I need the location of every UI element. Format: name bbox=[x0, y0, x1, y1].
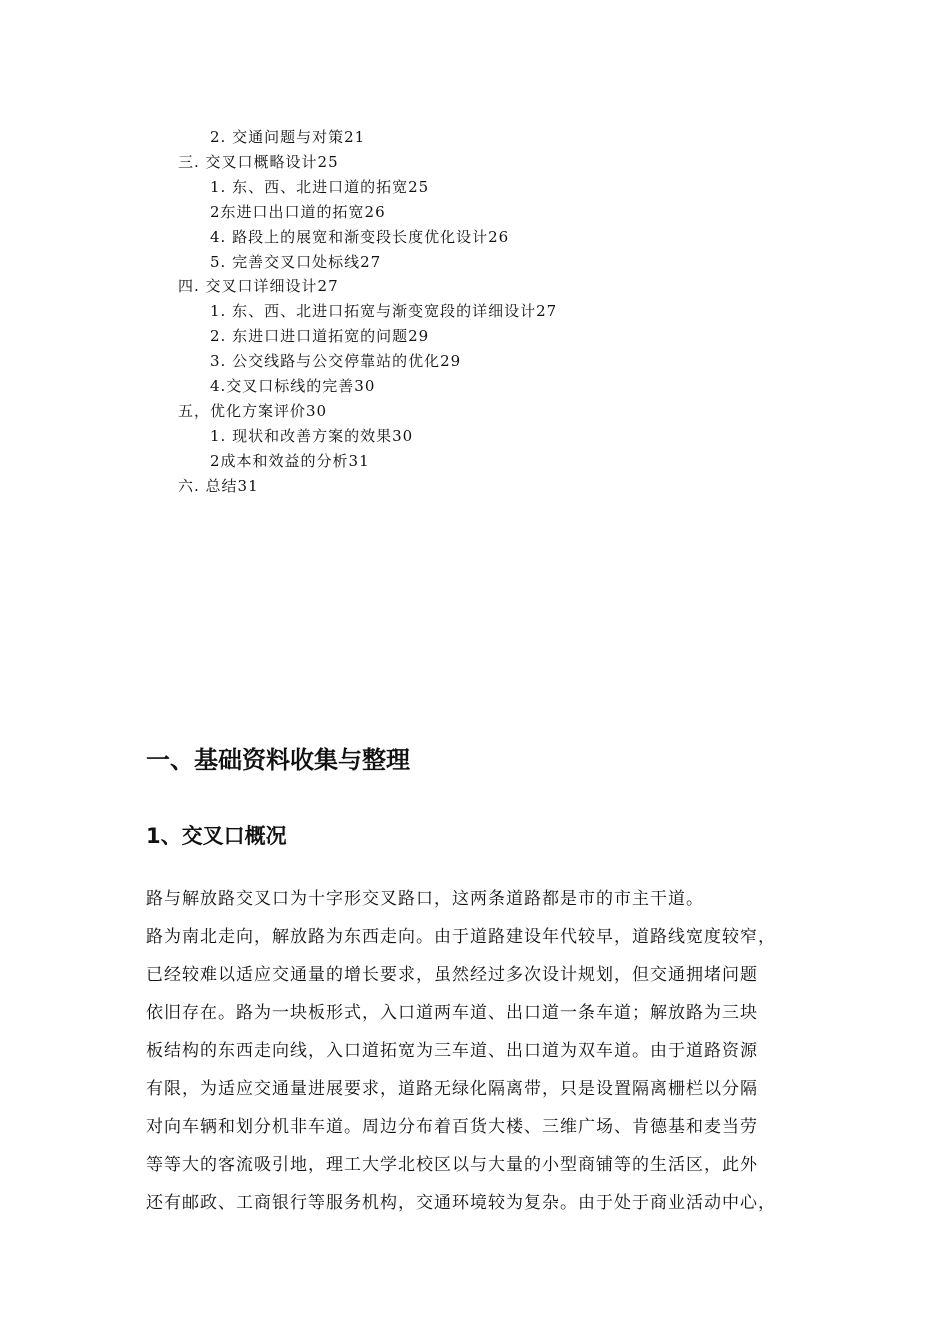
toc-entry: 4. 路段上的展宽和渐变段长度优化设计26 bbox=[210, 228, 510, 246]
paragraph-line: 依旧存在。路为一块板形式，入口道两车道、出口道一条车道；解放路为三块 bbox=[146, 1003, 758, 1023]
toc-entry: 2成本和效益的分析31 bbox=[210, 452, 370, 470]
toc-entry: 四. 交叉口详细设计27 bbox=[178, 277, 339, 295]
toc-entry: 3. 公交线路与公交停靠站的优化29 bbox=[210, 352, 462, 370]
paragraph-line: 已经较难以适应交通量的增长要求，虽然经过多次设计规划，但交通拥堵问题 bbox=[146, 965, 758, 985]
toc-entry: 4.交叉口标线的完善30 bbox=[210, 377, 376, 395]
paragraph-line: 有限，为适应交通量进展要求，道路无绿化隔离带，只是设置隔离栅栏以分隔 bbox=[146, 1079, 758, 1099]
paragraph-line: 路为南北走向，解放路为东西走向。由于道路建设年代较早，道路线宽度较窄， bbox=[146, 927, 776, 947]
paragraph-line: 路与解放路交叉口为十字形交叉路口，这两条道路都是市的市主干道。 bbox=[146, 889, 704, 909]
section-heading: 一、基础资料收集与整理 bbox=[146, 746, 410, 774]
toc-entry: 三. 交叉口概略设计25 bbox=[178, 153, 339, 171]
toc-entry: 六. 总结31 bbox=[178, 477, 259, 495]
paragraph-line: 板结构的东西走向线，入口道拓宽为三车道、出口道为双车道。由于道路资源 bbox=[146, 1041, 758, 1061]
toc-entry: 2东进口出口道的拓宽26 bbox=[210, 203, 386, 221]
toc-entry: 2. 交通问题与对策21 bbox=[210, 128, 366, 146]
toc-entry: 1. 东、西、北进口拓宽与渐变宽段的详细设计27 bbox=[210, 302, 558, 320]
subsection-heading: 1、交叉口概况 bbox=[146, 824, 287, 848]
paragraph-line: 还有邮政、工商银行等服务机构，交通环境较为复杂。由于处于商业活动中心， bbox=[146, 1193, 776, 1213]
toc-entry: 1. 东、西、北进口道的拓宽25 bbox=[210, 178, 430, 196]
paragraph-line: 等等大的客流吸引地，理工大学北校区以与大量的小型商铺等的生活区，此外 bbox=[146, 1155, 758, 1175]
paragraph-line: 对向车辆和划分机非车道。周边分布着百货大楼、三维广场、肯德基和麦当劳 bbox=[146, 1117, 758, 1137]
toc-entry: 5. 完善交叉口处标线27 bbox=[210, 253, 382, 271]
toc-entry: 1. 现状和改善方案的效果30 bbox=[210, 427, 414, 445]
toc-entry: 2. 东进口进口道拓宽的问题29 bbox=[210, 327, 430, 345]
toc-entry: 五，优化方案评价30 bbox=[178, 402, 328, 420]
